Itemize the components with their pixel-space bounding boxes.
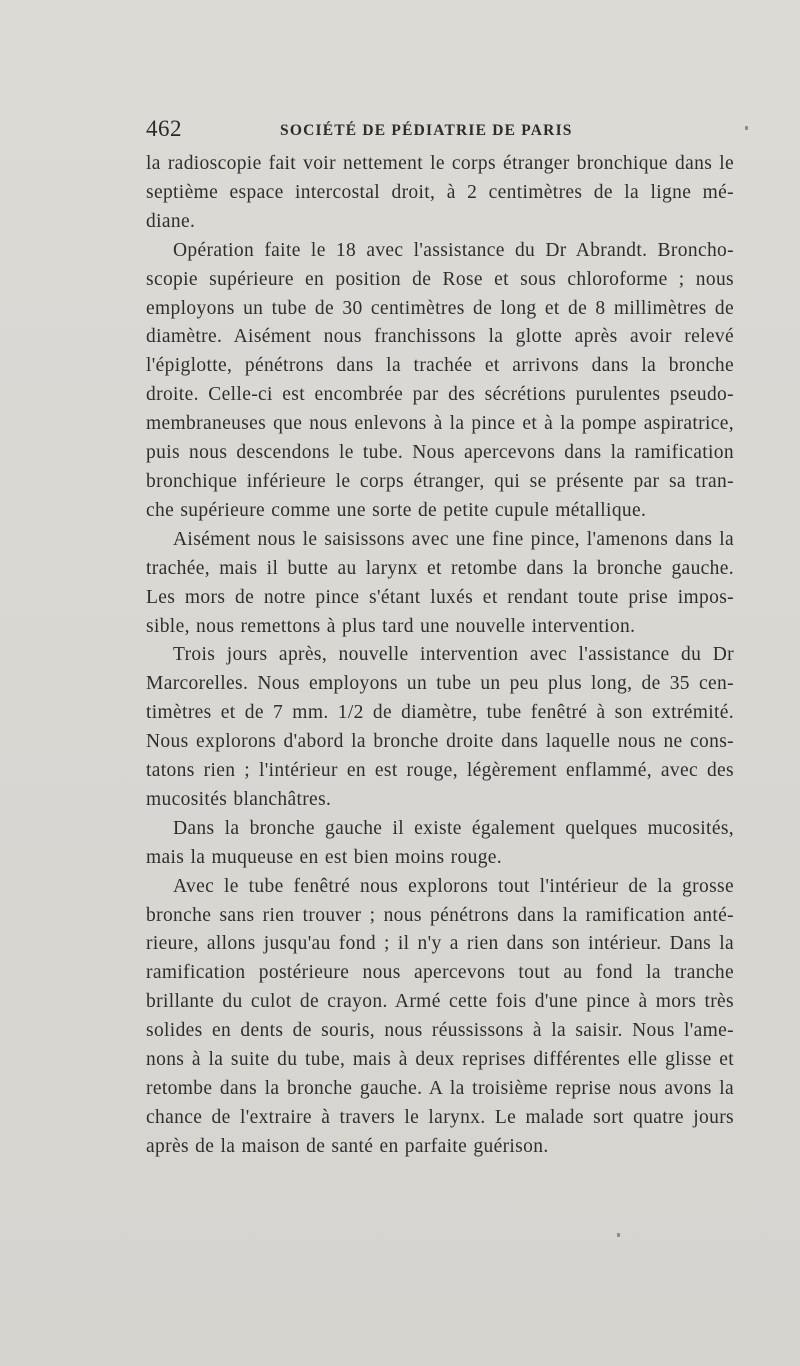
page-number: 462: [146, 116, 182, 141]
paragraph: Opération faite le 18 avec l'assistance du Dr Abrandt. Broncho- scopie supérieure en position de Rose et sous chloroforme ; nous employons un tube de 30 centimètres de long et de 8 millimètres de diamètre. Aisément nous franchissons la glotte après avoir relevé l'épiglotte, pénétrons dans la trachée et arrivons dans la bronche droite. Celle-ci est encombrée par des sécrétions purulentes pseudo- membraneuses que nous enlevons à la pince et à la pompe aspiratrice, puis nous descendons le tube. Nous apercevons dans la ramification bronchique inférieure le corps étranger, qui se présente par sa tran- che supérieure comme une sorte de petite cupule métallique.: [146, 239, 734, 521]
running-title: SOCIÉTÉ DE PÉDIATRIE DE PARIS: [280, 122, 573, 139]
body-text: [146, 150, 734, 1162]
paragraph: Avec le tube fenêtré nous explorons tout l'intérieur de la grosse bronche sans rien trouver ; nous pénétrons dans la ramification anté- rieure, allons jusqu'au fond ; il n'y a rien dans son intérieur. Dans la ramification postérieure nous apercevons tout au fond la tranche brillante du culot de crayon. Armé cette fois d'une pince à mors très solides en dents de souris, nous réussissons à la saisir. Nous l'ame- nons à la suite du tube, mais à deux reprises différentes elle glisse et retombe dans la bronche gauche. A la troisième reprise nous avons la chance de l'extraire à travers le larynx. Le malade sort quatre jours après de la maison de santé en parfaite guérison.: [146, 875, 734, 1157]
paragraph: Aisément nous le saisissons avec une fine pince, l'amenons dans la trachée, mais il butte au larynx et retombe dans la bronche gauche. Les mors de notre pince s'étant luxés et rendant toute prise impos- sible, nous remettons à plus tard une nouvelle intervention.: [146, 528, 734, 637]
page-header: [146, 116, 736, 146]
paper-speck: [745, 126, 748, 130]
paper-speck: [617, 1233, 620, 1237]
paragraph: la radioscopie fait voir nettement le corps étranger bronchique dans le septième espace intercostal droit, à 2 centimètres de la ligne mé- diane.: [146, 153, 734, 232]
paragraph: Dans la bronche gauche il existe également quelques mucosités, mais la muqueuse en est bien moins rouge.: [146, 817, 734, 868]
paragraph: Trois jours après, nouvelle intervention avec l'assistance du Dr Marcorelles. Nous employons un tube un peu plus long, de 35 cen- timètres et de 7 mm. 1/2 de diamètre, tube fenêtré à son extrémité. Nous explorons d'abord la bronche droite dans laquelle nous ne cons- tatons rien ; l'intérieur en est rouge, légèrement enflammé, avec des mucosités blanchâtres.: [146, 644, 734, 810]
